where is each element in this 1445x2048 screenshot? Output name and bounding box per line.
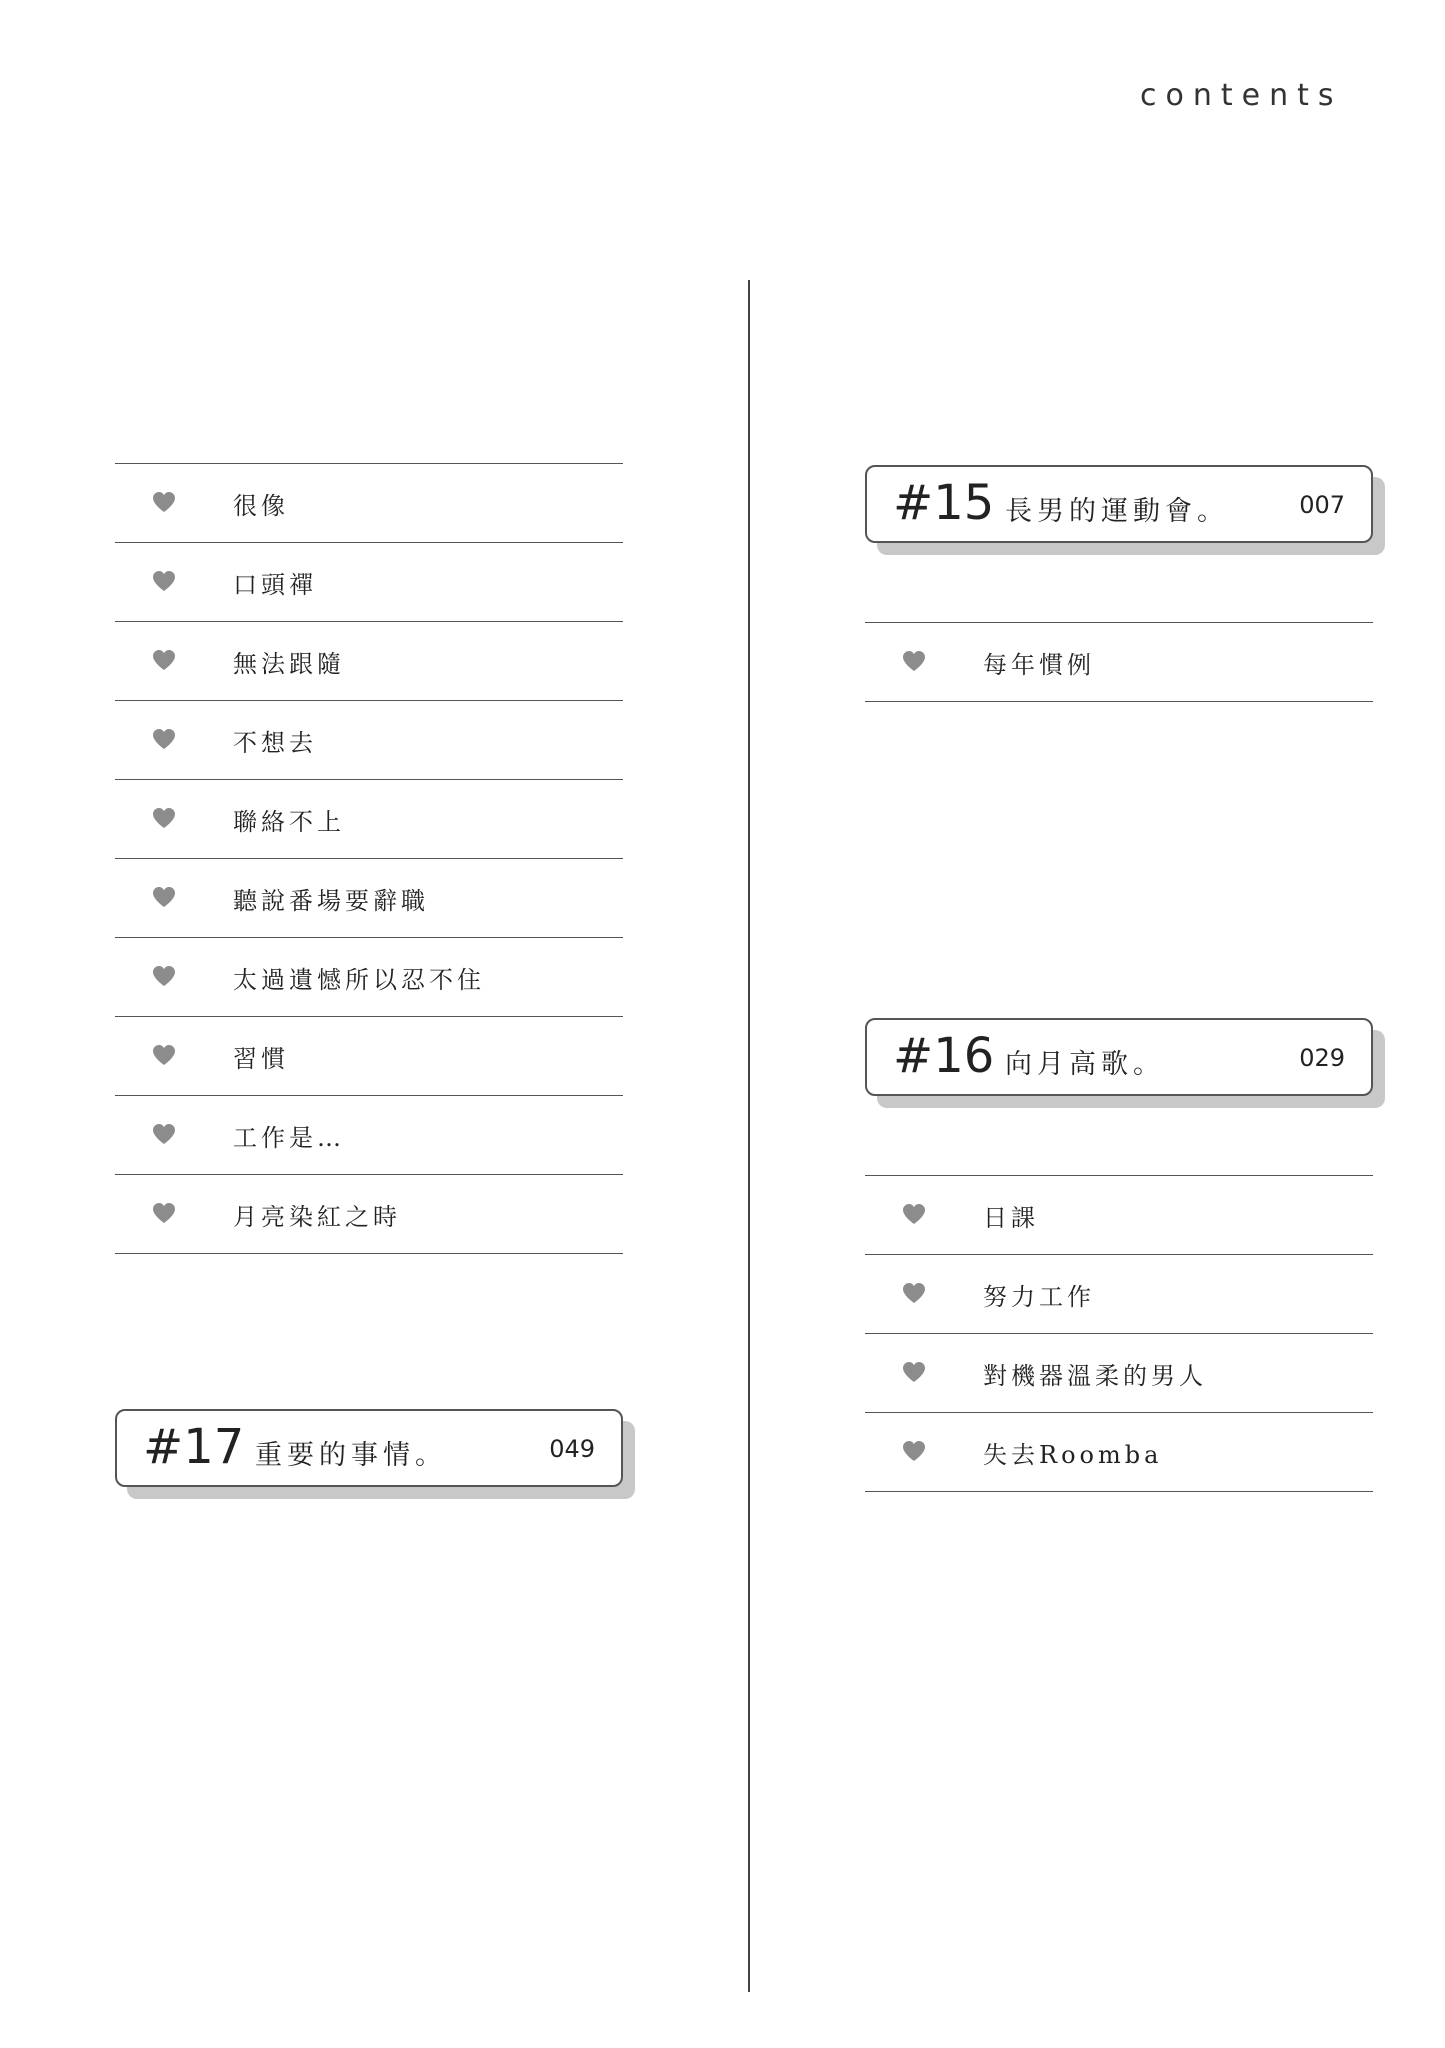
item-label: 口頭禪 bbox=[233, 571, 317, 599]
item-label: 努力工作 bbox=[983, 1283, 1095, 1311]
chapter-number: #16 bbox=[893, 1028, 995, 1084]
list-item[interactable] bbox=[865, 1413, 1373, 1492]
heart-icon bbox=[901, 1202, 927, 1226]
item-label: 日課 bbox=[983, 1204, 1039, 1232]
heart-icon bbox=[151, 1201, 177, 1225]
item-label: 不想去 bbox=[233, 729, 317, 757]
list-item[interactable] bbox=[115, 780, 623, 859]
list-item[interactable] bbox=[115, 543, 623, 622]
heart-icon bbox=[151, 1043, 177, 1067]
list-item[interactable] bbox=[115, 1017, 623, 1096]
heart-icon bbox=[151, 569, 177, 593]
chapter-title: 向月高歌。 bbox=[1005, 1049, 1165, 1080]
item-label: 習慣 bbox=[233, 1045, 289, 1073]
list-item[interactable] bbox=[865, 623, 1373, 702]
list-item[interactable] bbox=[115, 938, 623, 1017]
list-item[interactable] bbox=[865, 1255, 1373, 1334]
heart-icon bbox=[151, 806, 177, 830]
item-label: 工作是… bbox=[233, 1124, 345, 1152]
list-item[interactable] bbox=[115, 701, 623, 780]
list-item[interactable] bbox=[865, 1176, 1373, 1255]
page-title: contents bbox=[1140, 78, 1343, 113]
heart-icon bbox=[151, 648, 177, 672]
item-label: 失去Roomba bbox=[983, 1441, 1163, 1469]
item-label: 聯絡不上 bbox=[233, 808, 345, 836]
chapter-15-story-list bbox=[865, 622, 1373, 702]
heart-icon bbox=[901, 1439, 927, 1463]
heart-icon bbox=[901, 1281, 927, 1305]
chapter-title: 重要的事情。 bbox=[255, 1440, 447, 1471]
chapter-page-number: 049 bbox=[549, 1435, 595, 1463]
chapter-16-heading[interactable] bbox=[865, 1018, 1373, 1096]
list-item[interactable] bbox=[115, 1096, 623, 1175]
heart-icon bbox=[151, 964, 177, 988]
chapter-page-number: 007 bbox=[1299, 491, 1345, 519]
chapter-title: 長男的運動會。 bbox=[1005, 496, 1229, 527]
item-label: 太過遺憾所以忍不住 bbox=[233, 966, 485, 994]
heart-icon bbox=[151, 885, 177, 909]
list-item[interactable] bbox=[115, 622, 623, 701]
heart-icon bbox=[151, 490, 177, 514]
chapter-number: #17 bbox=[143, 1419, 245, 1475]
center-divider bbox=[748, 280, 750, 1992]
heart-icon bbox=[151, 1122, 177, 1146]
chapter-number: #15 bbox=[893, 475, 995, 531]
list-item[interactable] bbox=[115, 859, 623, 938]
chapter-17-heading[interactable] bbox=[115, 1409, 623, 1487]
chapter-16-story-list bbox=[865, 1175, 1373, 1492]
list-item[interactable] bbox=[115, 464, 623, 543]
heart-icon bbox=[901, 1360, 927, 1384]
item-label: 對機器溫柔的男人 bbox=[983, 1362, 1207, 1390]
heart-icon bbox=[901, 649, 927, 673]
chapter-page-number: 029 bbox=[1299, 1044, 1345, 1072]
left-story-list bbox=[115, 463, 623, 1254]
heart-icon bbox=[151, 727, 177, 751]
item-label: 無法跟隨 bbox=[233, 650, 345, 678]
item-label: 每年慣例 bbox=[983, 651, 1095, 679]
list-item[interactable] bbox=[865, 1334, 1373, 1413]
item-label: 聽說番場要辭職 bbox=[233, 887, 429, 915]
item-label: 很像 bbox=[233, 492, 289, 520]
list-item[interactable] bbox=[115, 1175, 623, 1254]
chapter-15-heading[interactable] bbox=[865, 465, 1373, 543]
item-label: 月亮染紅之時 bbox=[233, 1203, 401, 1231]
